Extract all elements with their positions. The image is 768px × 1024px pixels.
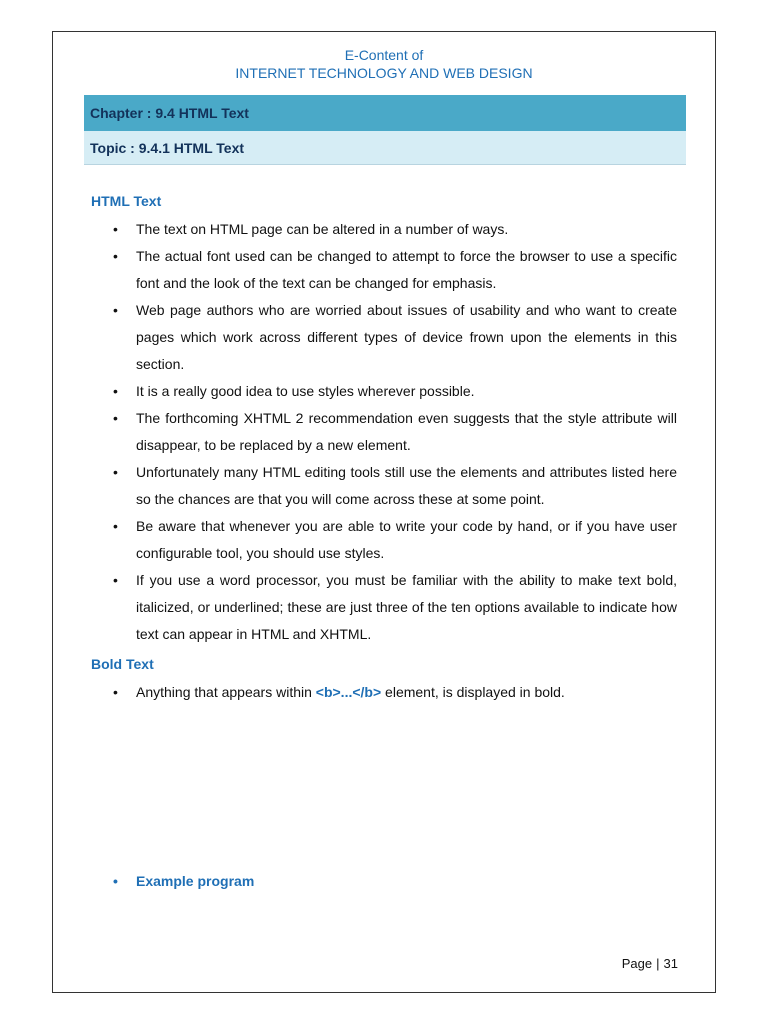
section-heading-html-text: HTML Text [91,193,162,209]
list-item: • The forthcoming XHTML 2 recommendation even suggests that the style attribute will disappear, to be replaced by a new element. [91,405,677,459]
list-item: • The text on HTML page can be altered in a number of ways. [91,216,677,243]
bold-bullet-suffix: element, is displayed in bold. [381,684,565,700]
bold-bullet-prefix: Anything that appears within [136,684,316,700]
document-header-subtitle: E-Content of [344,47,424,63]
list-item: • If you use a word processor, you must be familiar with the ability to make text bold, italicized, or underlined; these are just three of the ten options available to indicate how text can appear in HTML and XHTML. [91,567,677,648]
document-header-title: INTERNET TECHNOLOGY AND WEB DESIGN [235,65,533,81]
topic-bar: Topic : 9.4.1 HTML Text [84,131,686,165]
list-item: • It is a really good idea to use styles wherever possible. [91,378,677,405]
page-label: Page [621,956,653,971]
bold-text-bullet-list [91,679,677,706]
section-heading-bold-text: Bold Text [91,656,154,672]
page-number: 31 [663,956,678,971]
page-footer [622,956,678,971]
list-item: • The actual font used can be changed to attempt to force the browser to use a specific font and the look of the text can be changed for emphasis. [91,243,677,297]
page-separator: | [656,956,660,971]
bold-tag-code: <b>...</b> [315,684,382,700]
list-item: • Be aware that whenever you are able to write your code by hand, or if you have user configurable tool, you should use styles. [91,513,677,567]
chapter-bar: Chapter : 9.4 HTML Text [84,95,686,131]
list-item: • Web page authors who are worried about issues of usability and who want to create pages which work across different types of device frown upon the elements in this section. [91,297,677,378]
example-program-item: • Example program [91,869,677,893]
html-text-bullet-list [91,216,677,648]
list-item [91,679,677,706]
list-item: • Unfortunately many HTML editing tools still use the elements and attributes listed here so the chances are that you will come across these at some point. [91,459,677,513]
